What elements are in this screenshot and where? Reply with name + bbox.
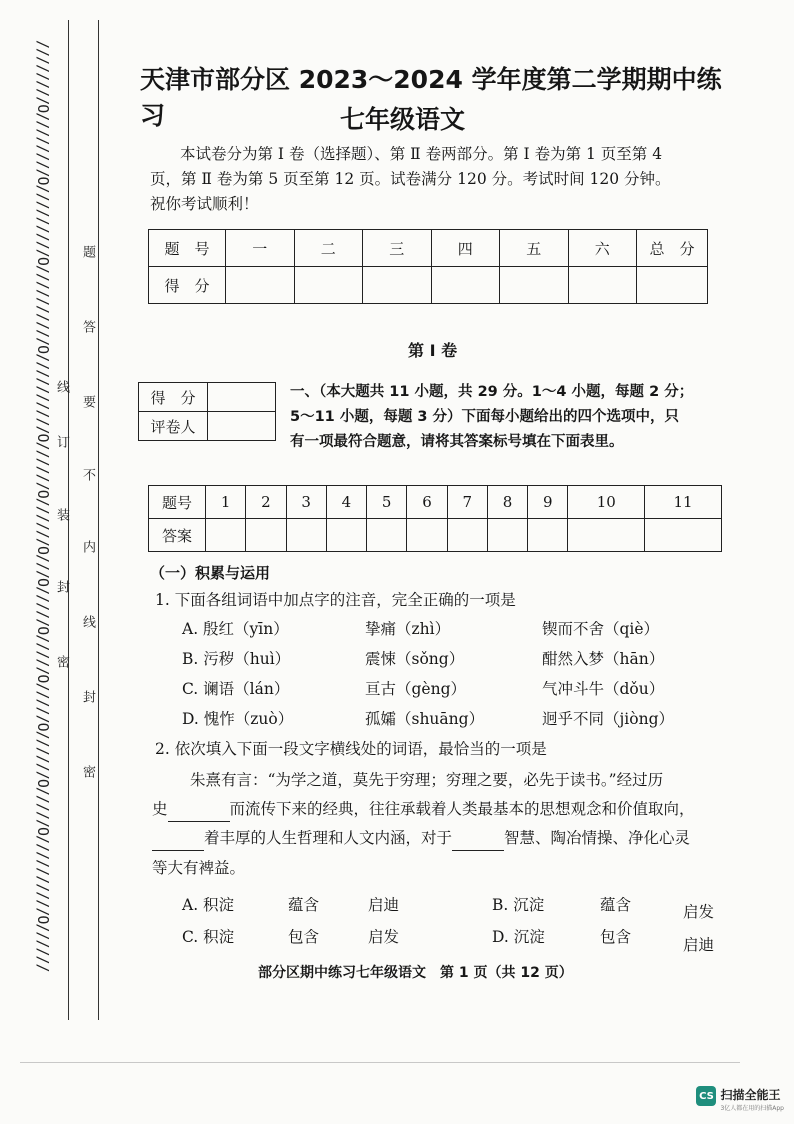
q2-option-b-3: 启发 (683, 903, 715, 921)
score-table-header: 题 号 (149, 230, 226, 267)
binding-inner-da: 答 (80, 320, 95, 333)
q2-passage-line-4: 等大有裨益。 (152, 859, 246, 877)
answer-table (148, 485, 722, 552)
part-heading: （一）积累与运用 (150, 564, 271, 582)
q1-option-d-2: 孤孀（shuāng） (365, 710, 485, 728)
grader-name-label: 评卷人 (139, 412, 208, 441)
q1-option-b-1: B. 污秽（huì） (182, 650, 291, 668)
score-table-col: 一 (226, 230, 295, 267)
score-cell[interactable] (363, 267, 432, 304)
binding-mark-mi: 密 (54, 655, 69, 668)
q2-option-a-1: A. 积淀 (182, 896, 235, 914)
grader-score-cell[interactable] (208, 383, 276, 412)
answer-number: 4 (326, 486, 366, 519)
score-cell[interactable] (637, 267, 708, 304)
answer-cell[interactable] (487, 519, 527, 552)
binding-inner-ti: 题 (80, 245, 95, 258)
binding-mark-zhuang: 装 (54, 508, 69, 521)
q2-option-a-3: 启迪 (368, 896, 400, 914)
intro-line-2: 页，第 Ⅱ 卷为第 5 页至第 12 页。试卷满分 120 分。考试时间 120 分钟。 (150, 170, 671, 188)
binding-mark-ding: 订 (54, 435, 69, 448)
q1-option-c-1: C. 谰语（lán） (182, 680, 290, 698)
answer-number: 11 (645, 486, 722, 519)
binding-inner-nei: 内 (80, 540, 95, 553)
instruction-line: 一、（本大题共 11 小题，共 29 分。1～4 小题，每题 2 分； (290, 384, 694, 400)
answer-number: 1 (206, 486, 246, 519)
scanner-watermark (696, 1086, 784, 1112)
scan-edge-line (20, 1062, 740, 1063)
answer-cell[interactable] (286, 519, 326, 552)
page-footer: 部分区期中练习七年级语文 第 1 页（共 12 页） (258, 965, 573, 981)
answer-cell[interactable] (568, 519, 645, 552)
score-cell[interactable] (500, 267, 569, 304)
exam-subtitle: 七年级语文 (340, 105, 466, 134)
q2-option-d-1: D. 沉淀 (492, 928, 545, 946)
q1-option-a-3: 锲而不舍（qiè） (542, 620, 660, 638)
score-cell[interactable] (226, 267, 295, 304)
scanner-app-name: 扫描全能王 (720, 1088, 781, 1102)
passage-text: 史 (152, 800, 168, 818)
q1-option-b-2: 震悚（sǒng） (365, 650, 465, 668)
q2-option-c-3: 启发 (368, 928, 400, 946)
intro-line-3: 祝你考试顺利！ (150, 195, 259, 213)
q1-option-a-2: 挚痛（zhì） (365, 620, 451, 638)
scanner-logo-icon: CS (696, 1086, 716, 1106)
q1-option-b-3: 酣然入梦（hān） (542, 650, 665, 668)
answer-cell[interactable] (206, 519, 246, 552)
q2-option-b-2: 蕴含 (600, 896, 632, 914)
answer-cell[interactable] (407, 519, 447, 552)
score-table (148, 229, 708, 304)
q2-passage-line-2 (152, 797, 695, 822)
q2-option-c-1: C. 积淀 (182, 928, 235, 946)
q2-option-b-1: B. 沉淀 (492, 896, 545, 914)
q2-passage-line-1: 朱熹有言：“为学之道，莫先于穷理；穷理之要，必先于读书。”经过历 (190, 771, 664, 789)
q2-option-a-2: 蕴含 (288, 896, 320, 914)
answer-cell[interactable] (645, 519, 722, 552)
blank-1[interactable] (168, 805, 230, 822)
instruction-line: 有一项最符合题意，请将其答案标号填在下面表里。 (290, 434, 624, 450)
answer-cell[interactable] (246, 519, 286, 552)
q2-option-d-2: 包含 (600, 928, 632, 946)
answer-number: 6 (407, 486, 447, 519)
intro-line-1: 本试卷分为第 Ⅰ 卷（选择题）、第 Ⅱ 卷两部分。第 Ⅰ 卷为第 1 页至第 4 (180, 145, 663, 163)
scanner-slogan: 3亿人都在用的扫描App (720, 1105, 784, 1112)
passage-text: 而流传下来的经典，往往承载着人类最基本的思想观念和价值取向， (229, 800, 695, 818)
question-1-stem: 1. 下面各组词语中加点字的注音，完全正确的一项是 (155, 591, 516, 609)
blank-3[interactable] (452, 834, 504, 851)
binding-inner-xian: 线 (80, 615, 95, 628)
answer-number: 7 (447, 486, 487, 519)
q1-option-d-1: D. 愧怍（zuò） (182, 710, 294, 728)
score-table-col: 五 (500, 230, 569, 267)
answer-cell[interactable] (447, 519, 487, 552)
answer-number: 2 (246, 486, 286, 519)
score-table-total: 总 分 (637, 230, 708, 267)
instruction-line: 5～11 小题，每题 3 分）下面每小题给出的四个选项中，只 (290, 409, 679, 425)
binding-mark-xian: 线 (54, 380, 69, 393)
grader-box (138, 382, 276, 441)
binding-line-inner (98, 20, 99, 1020)
section-instructions (290, 380, 693, 455)
score-table-col: 三 (363, 230, 432, 267)
answer-number: 5 (367, 486, 407, 519)
section-heading: 第 Ⅰ 卷 (408, 341, 458, 360)
answer-number: 8 (487, 486, 527, 519)
score-cell[interactable] (431, 267, 500, 304)
score-table-col: 六 (568, 230, 637, 267)
answer-number: 3 (286, 486, 326, 519)
answer-table-row-label: 答案 (149, 519, 206, 552)
answer-table-header: 题号 (149, 486, 206, 519)
blank-2[interactable] (152, 834, 204, 851)
binding-inner-bu: 不 (80, 468, 95, 481)
grader-score-label: 得 分 (139, 383, 208, 412)
q1-option-a-1: A. 殷红（yīn） (182, 620, 289, 638)
exam-title: 天津市部分区 2023～2024 学年度第二学期期中练习 (140, 65, 722, 130)
binding-mark-feng: 封 (54, 580, 69, 593)
binding-inner-mi: 密 (80, 765, 95, 778)
grader-name-cell[interactable] (208, 412, 276, 441)
answer-number: 10 (568, 486, 645, 519)
q1-option-d-3: 迥乎不同（jiòng） (542, 710, 675, 728)
passage-text: 智慧、陶冶情操、净化心灵 (504, 829, 691, 847)
score-table-col: 二 (294, 230, 363, 267)
binding-inner-feng: 封 (80, 690, 95, 703)
binding-margin-slashes: ////////O////////O/////////O//////////O//////////O//////O//////O///O/////O/////O/////O//////O/////O//////////O////// (34, 40, 52, 972)
answer-cell[interactable] (367, 519, 407, 552)
score-cell[interactable] (568, 267, 637, 304)
answer-cell[interactable] (528, 519, 568, 552)
q2-option-d-3: 启迪 (683, 936, 715, 954)
score-table-col: 四 (431, 230, 500, 267)
q2-option-c-2: 包含 (288, 928, 320, 946)
question-2-stem: 2. 依次填入下面一段文字横线处的词语，最恰当的一项是 (155, 740, 547, 758)
passage-text: 着丰厚的人生哲理和人文内涵，对于 (204, 829, 453, 847)
answer-cell[interactable] (326, 519, 366, 552)
score-table-row-label: 得 分 (149, 267, 226, 304)
score-cell[interactable] (294, 267, 363, 304)
answer-number: 9 (528, 486, 568, 519)
q1-option-c-2: 亘古（gèng） (365, 680, 467, 698)
q1-option-c-3: 气冲斗牛（dǒu） (542, 680, 665, 698)
q2-passage-line-3 (152, 826, 690, 851)
binding-inner-yao: 要 (80, 395, 95, 408)
